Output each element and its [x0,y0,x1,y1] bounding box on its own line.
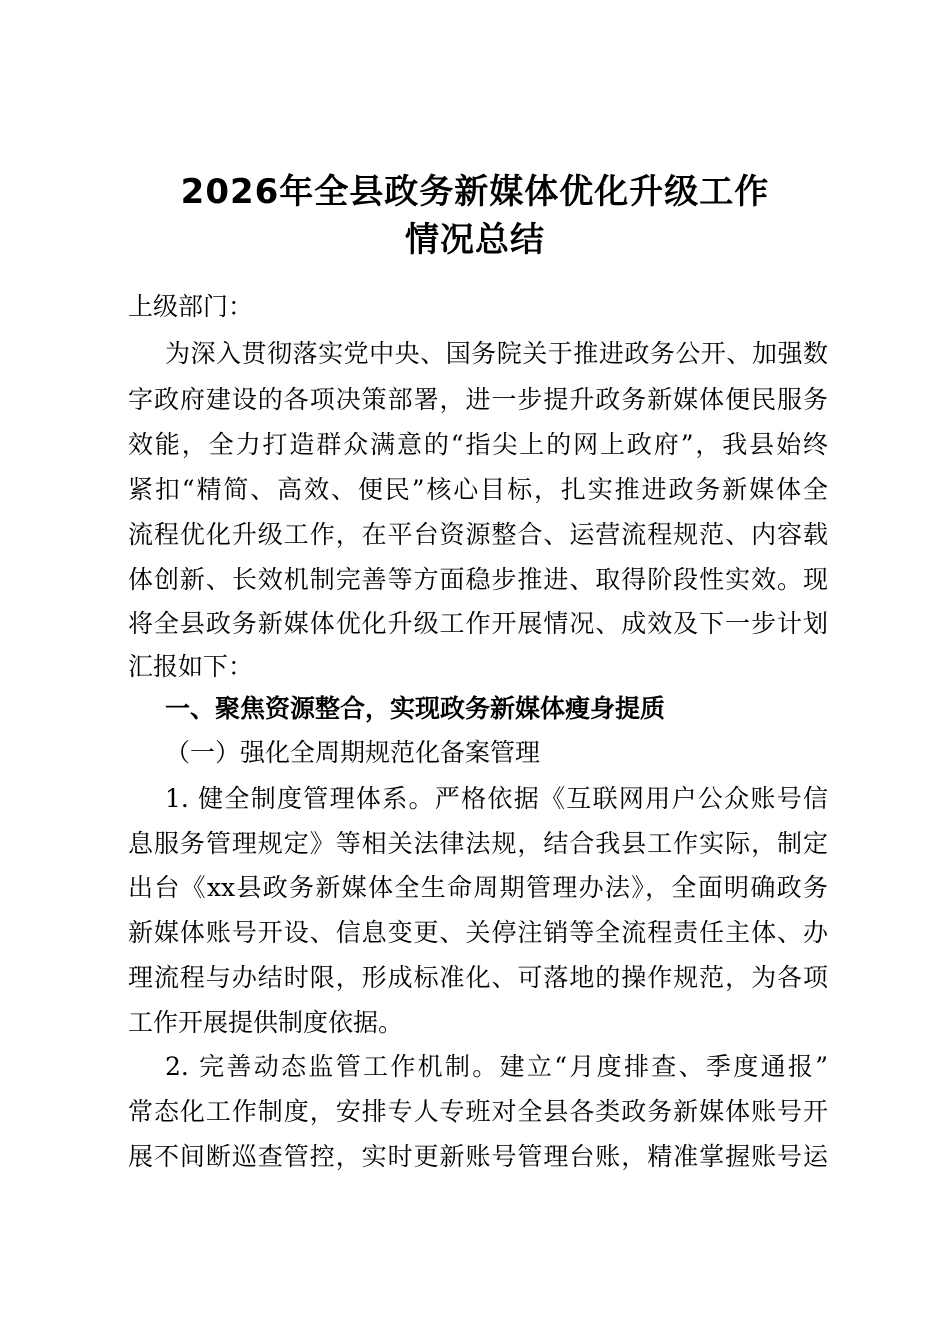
subsection-heading: （一）强化全周期规范化备案管理 [165,738,541,767]
intro-line: 效能，全力打造群众满意的“指尖上的网上政府”，我县始终 [128,430,828,459]
item-1-line: 工作开展提供制度依据。 [128,1008,404,1037]
item-1-line: 新媒体账号开设、信息变更、关停注销等全流程责任主体、办 [128,918,828,947]
intro-line: 汇报如下： [128,652,254,681]
item-2-line: 2. 完善动态监管工作机制。建立“月度排查、季度通报” [165,1052,828,1081]
intro-line: 将全县政务新媒体优化升级工作开展情况、成效及下一步计划 [128,609,828,638]
intro-line: 体创新、长效机制完善等方面稳步推进、取得阶段性实效。现 [128,565,828,594]
item-1-line: 出台《xx县政务新媒体全生命周期管理办法》，全面明确政务 [128,873,828,902]
item-1-line: 理流程与办结时限，形成标准化、可落地的操作规范，为各项 [128,963,828,992]
section-heading: 一、聚焦资源整合，实现政务新媒体瘦身提质 [165,694,666,723]
intro-line: 紧扣“精简、高效、便民”核心目标，扎实推进政务新媒体全 [128,475,828,504]
item-2-line: 展不间断巡查管控，实时更新账号管理台账，精准掌握账号运 [128,1142,828,1171]
intro-line: 为深入贯彻落实党中央、国务院关于推进政务公开、加强数 [165,339,828,368]
item-1-line: 息服务管理规定》等相关法律法规，结合我县工作实际，制定 [128,829,828,858]
intro-line: 流程优化升级工作，在平台资源整合、运营流程规范、内容载 [128,520,828,549]
document-title-line-1: 2026年全县政务新媒体优化升级工作 [180,172,770,212]
intro-line: 字政府建设的各项决策部署，进一步提升政务新媒体便民服务 [128,385,828,414]
salutation: 上级部门： [128,292,254,321]
item-2-line: 常态化工作制度，安排专人专班对全县各类政务新媒体账号开 [128,1097,828,1126]
item-1-line: 1. 健全制度管理体系。严格依据《互联网用户公众账号信 [165,784,828,813]
document-title-line-2: 情况总结 [405,220,545,260]
